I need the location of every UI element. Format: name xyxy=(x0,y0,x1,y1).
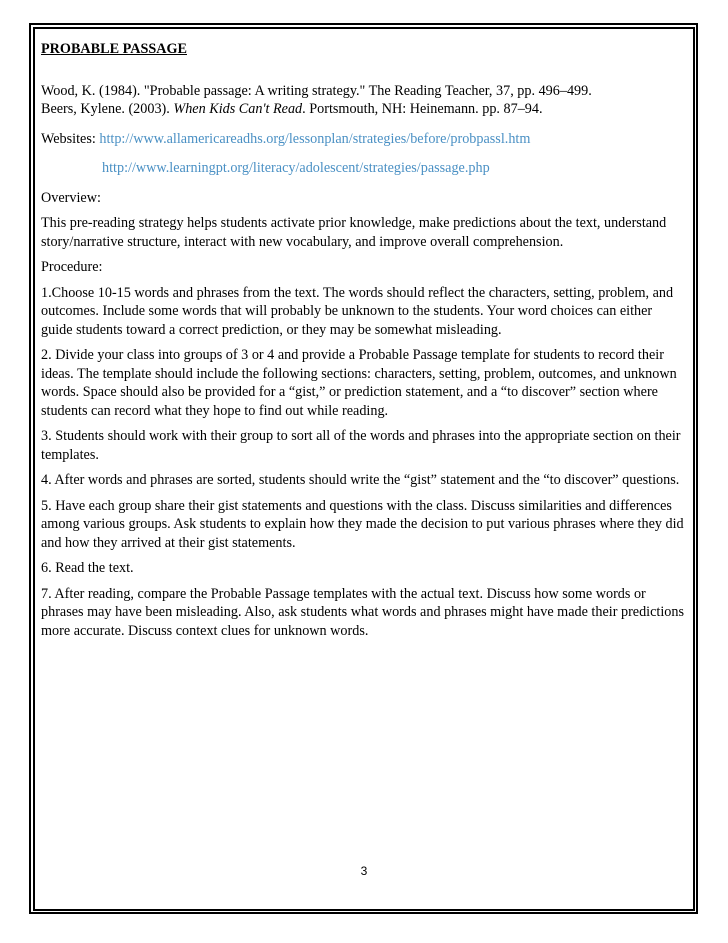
page-number-footer xyxy=(0,864,728,878)
reference-beers-prefix: Beers, Kylene. (2003). xyxy=(41,101,174,117)
procedure-step-4: 4. After words and phrases are sorted, students should write the “gist” statement and the “to discover” questions. xyxy=(41,472,680,488)
reference-beers xyxy=(41,100,686,119)
procedure-step-5: 5. Have each group share their gist statements and questions with the class. Discuss similarities and differences among various groups. Ask students to explain how they made the decision to put various phrases where they did and how they arrived at their gist statements. xyxy=(41,497,684,551)
page-title: PROBABLE PASSAGE xyxy=(41,41,187,57)
procedure-step-3: 3. Students should work with their group to sort all of the words and phrases into the appropriate section on their templates. xyxy=(41,428,681,463)
overview-heading: Overview: xyxy=(41,189,101,206)
website-link-learningpt[interactable]: http://www.learningpt.org/literacy/adolescent/strategies/passage.php xyxy=(102,160,490,176)
document-body xyxy=(41,40,686,647)
websites-label: Websites: xyxy=(41,130,100,147)
website-link-allamerica[interactable]: http://www.allamericareadhs.org/lessonplan/strategies/before/probpassl.htm xyxy=(99,130,531,147)
reference-beers-suffix: . Portsmouth, NH: Heinemann. pp. 87–94. xyxy=(302,101,543,117)
reference-beers-book-title: When Kids Can't Read xyxy=(173,101,303,117)
websites-section xyxy=(41,130,686,178)
procedure-step-6: 6. Read the text. xyxy=(41,560,134,576)
references xyxy=(41,82,686,119)
procedure-step-1: 1.Choose 10-15 words and phrases from the text. The words should reflect the characters, setting, problem, and outcomes. Include some words that will probably be unknown to the students. Your word choices can either guide students toward a correct prediction, or they may be somewhat misleading. xyxy=(41,284,674,338)
procedure-step-7: 7. After reading, compare the Probable Passage templates with the actual text. Discuss how some words or phrases may have been misleading. Also, ask students what words and phrases might have made their predictions more accurate. Discuss context clues for unknown words. xyxy=(41,585,685,639)
overview-text: This pre-reading strategy helps students activate prior knowledge, make predictions about the text, understand story/narrative structure, interact with new vocabulary, and improve overall comprehension. xyxy=(41,215,667,250)
reference-wood: Wood, K. (1984). "Probable passage: A writing strategy." The Reading Teacher, 37, pp. 496–499. xyxy=(41,82,592,99)
procedure-step-2: 2. Divide your class into groups of 3 or 4 and provide a Probable Passage template for students to record their ideas. The template should include the following sections: characters, setting, problem, outcomes, and unknown words. Space should also be provided for a “gist,” or prediction statement, and a “to discover” section where students can record what they hope to find out while reading. xyxy=(41,347,677,419)
page-number: 3 xyxy=(360,864,368,878)
procedure-heading: Procedure: xyxy=(41,259,103,275)
